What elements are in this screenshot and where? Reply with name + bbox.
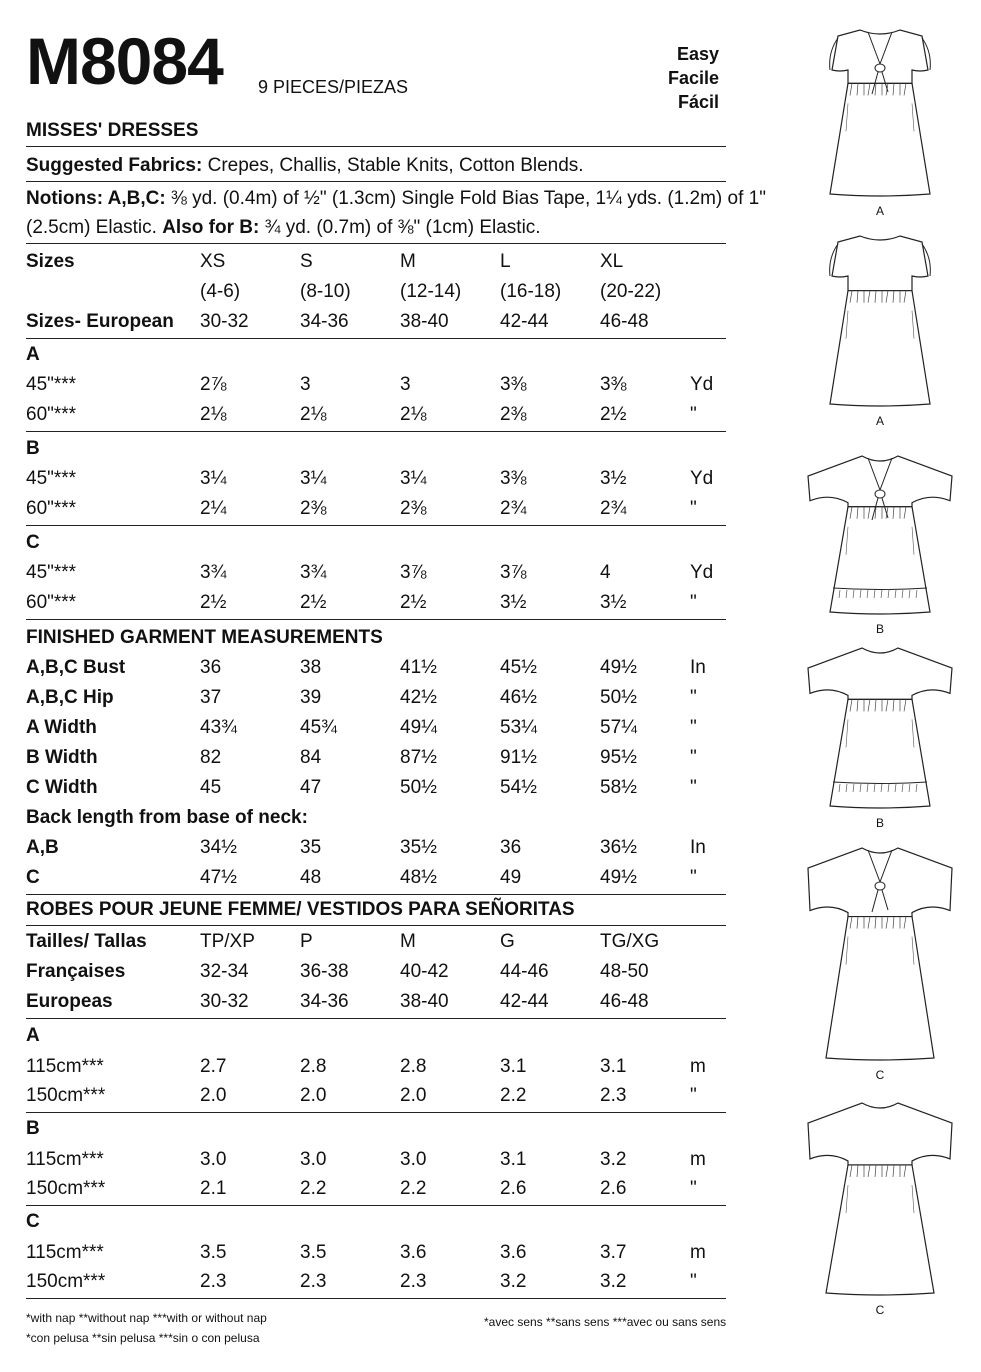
yardage-row-unit: Yd — [690, 468, 714, 489]
yardage-row-label: 45"*** — [26, 562, 77, 583]
yardage-row-value: 3½ — [500, 592, 527, 613]
measurement-row-value: 53¼ — [500, 717, 537, 738]
sizes-european-row-value: 46-48 — [600, 311, 649, 332]
sizes-row-value: XL — [600, 251, 624, 272]
metric-yardage-row-value: 2.8 — [300, 1056, 327, 1077]
metric-yardage-row-value: 2.2 — [300, 1178, 327, 1199]
divider — [26, 431, 726, 432]
yardage-row-label: 45"*** — [26, 374, 77, 395]
sizes-numbers-row-value: (8-10) — [300, 281, 351, 302]
view-heading: B — [26, 438, 40, 459]
metric-yardage-row-value: 2.3 — [600, 1085, 627, 1106]
back-length-row-value: 36½ — [600, 837, 637, 858]
sizes-row-value: XS — [200, 251, 226, 272]
dress-view-illustration — [800, 640, 960, 820]
finished-measurements-title: FINISHED GARMENT MEASUREMENTS — [26, 627, 383, 648]
yardage-row-value: 4 — [600, 562, 611, 583]
divider — [26, 894, 726, 895]
french-size-row-value: 38-40 — [400, 991, 449, 1012]
notions-line-1 — [26, 188, 766, 210]
metric-yardage-row-value: 3.6 — [500, 1242, 527, 1263]
level-fr: Facile — [667, 68, 719, 88]
metric-yardage-row-value: 2.6 — [500, 1178, 527, 1199]
pieces-count: 9 PIECES/PIEZAS — [258, 77, 409, 97]
divider — [26, 146, 726, 147]
view-label: C — [875, 1068, 885, 1082]
metric-yardage-row-label: 150cm*** — [26, 1271, 106, 1292]
sizes-european-row-value: 38-40 — [400, 311, 449, 332]
measurement-row-value: 50½ — [400, 777, 437, 798]
metric-yardage-row-value: 2.0 — [400, 1085, 427, 1106]
metric-yardage-row-value: 3.1 — [500, 1056, 527, 1077]
back-length-row-value: 48½ — [400, 867, 437, 888]
yardage-row-value: 3⅜ — [500, 374, 527, 395]
metric-yardage-row-value: 2.2 — [500, 1085, 527, 1106]
yardage-row-value: 2⅛ — [200, 404, 227, 425]
back-length-row-value: 49½ — [600, 867, 637, 888]
measurement-row-value: 87½ — [400, 747, 437, 768]
metric-yardage-row-unit: m — [690, 1149, 706, 1170]
sizes-row-label: Sizes — [26, 251, 75, 272]
yardage-row-value: 3⅞ — [500, 562, 527, 583]
measurement-row-value: 57¼ — [600, 717, 637, 738]
sizes-european-row-value: 34-36 — [300, 311, 349, 332]
fabrics-text: Crepes, Challis, Stable Knits, Cotton Blends. — [202, 155, 584, 176]
dress-view-illustration — [800, 1095, 960, 1307]
measurement-row-value: 45 — [200, 777, 222, 798]
metric-yardage-row-value: 3.1 — [500, 1149, 527, 1170]
yardage-row-value: 2⅞ — [200, 374, 227, 395]
measurement-row-value: 42½ — [400, 687, 437, 708]
view-heading: A — [26, 344, 40, 365]
metric-yardage-row-value: 3.0 — [400, 1149, 427, 1170]
measurement-row-value: 91½ — [500, 747, 537, 768]
sizes-european-row-value: 42-44 — [500, 311, 549, 332]
yardage-row-unit: " — [690, 404, 697, 425]
back-length-row-value: 35 — [300, 837, 322, 858]
yardage-row-value: 3¾ — [200, 562, 227, 583]
dress-view-illustration — [800, 840, 960, 1072]
measurement-row-value: 38 — [300, 657, 322, 678]
measurement-row-value: 84 — [300, 747, 322, 768]
view-heading: B — [26, 1118, 40, 1139]
measurement-row-unit: " — [690, 747, 697, 768]
fabrics-label: Suggested Fabrics: — [26, 155, 203, 176]
view-heading: A — [26, 1025, 40, 1046]
french-spanish-title: ROBES POUR JEUNE FEMME/ VESTIDOS PARA SEÑORITAS — [26, 899, 575, 920]
yardage-row-value: 2⅛ — [400, 404, 427, 425]
sizes-row-value: S — [300, 251, 313, 272]
back-length-row-value: 34½ — [200, 837, 237, 858]
metric-yardage-row-value: 3.2 — [600, 1149, 627, 1170]
measurement-row-value: 41½ — [400, 657, 437, 678]
difficulty-level — [668, 42, 719, 114]
measurement-row-value: 43¾ — [200, 717, 237, 738]
measurement-row-value: 45¾ — [300, 717, 337, 738]
metric-yardage-row-value: 3.0 — [300, 1149, 327, 1170]
yardage-row-value: 2½ — [400, 592, 427, 613]
back-length-row-unit: " — [690, 867, 697, 888]
measurement-row-value: 50½ — [600, 687, 637, 708]
metric-yardage-row-unit: " — [690, 1178, 697, 1199]
notions-also-b: Also for B: — [162, 217, 260, 238]
back-length-row-label: C — [26, 867, 40, 888]
french-size-row-value: 32-34 — [200, 961, 249, 982]
measurement-row-value: 82 — [200, 747, 222, 768]
french-size-row-value: TP/XP — [200, 931, 255, 952]
metric-yardage-row-value: 2.7 — [200, 1056, 227, 1077]
metric-yardage-row-value: 3.2 — [500, 1271, 527, 1292]
view-heading: C — [26, 532, 40, 553]
dress-view-illustration — [800, 22, 960, 208]
notions-text-2a: (2.5cm) Elastic. — [26, 217, 163, 238]
footnote-french: *avec sens **sans sens ***avec ou sans sens — [484, 1315, 727, 1329]
yardage-row-value: 3½ — [600, 592, 627, 613]
measurement-row-label: B Width — [26, 747, 98, 768]
dress-view-illustration — [800, 448, 960, 626]
metric-yardage-row-unit: m — [690, 1242, 706, 1263]
metric-yardage-row-unit: m — [690, 1056, 706, 1077]
french-size-row-value: 44-46 — [500, 961, 549, 982]
yardage-row-label: 45"*** — [26, 468, 77, 489]
measurement-row-value: 49½ — [600, 657, 637, 678]
measurement-row-value: 39 — [300, 687, 322, 708]
yardage-row-value: 2¾ — [500, 498, 527, 519]
metric-yardage-row-value: 2.0 — [300, 1085, 327, 1106]
metric-yardage-row-unit: " — [690, 1271, 697, 1292]
dress-view-illustration — [800, 228, 960, 418]
metric-yardage-row-value: 3.5 — [300, 1242, 327, 1263]
french-size-row-value: 40-42 — [400, 961, 449, 982]
sizes-european-row-label: Sizes- European — [26, 311, 174, 332]
footnote-english: *with nap **without nap ***with or without nap — [26, 1311, 267, 1325]
back-length-row-label: A,B — [26, 837, 59, 858]
back-length-row-value: 35½ — [400, 837, 437, 858]
back-length-row-value: 49 — [500, 867, 522, 888]
level-es: Fácil — [677, 92, 719, 112]
french-size-row-label: Tailles/ Tallas — [26, 931, 147, 952]
measurement-row-value: 37 — [200, 687, 222, 708]
yardage-row-label: 60"*** — [26, 404, 77, 425]
sizes-numbers-row-value: (20-22) — [600, 281, 662, 302]
view-heading: C — [26, 1211, 40, 1232]
metric-yardage-row-unit: " — [690, 1085, 697, 1106]
french-size-row-value: 46-48 — [600, 991, 649, 1012]
french-size-row-value: 30-32 — [200, 991, 249, 1012]
measurement-row-value: 95½ — [600, 747, 637, 768]
sizes-numbers-row-value: (16-18) — [500, 281, 562, 302]
measurement-row-value: 46½ — [500, 687, 537, 708]
divider — [26, 619, 726, 620]
notions-label: Notions: A,B,C: — [26, 188, 166, 209]
french-size-row-label: Europeas — [26, 991, 113, 1012]
yardage-row-value: 3 — [300, 374, 311, 395]
back-length-row-value: 48 — [300, 867, 322, 888]
yardage-row-value: 3¾ — [300, 562, 327, 583]
sizes-european-row-value: 30-32 — [200, 311, 249, 332]
view-label: B — [875, 622, 884, 636]
metric-yardage-row-value: 2.3 — [200, 1271, 227, 1292]
yardage-row-value: 2⅛ — [300, 404, 327, 425]
french-size-row-value: M — [400, 931, 416, 952]
measurement-row-unit: In — [690, 657, 706, 678]
metric-yardage-row-value: 3.1 — [600, 1056, 627, 1077]
french-size-row-value: 48-50 — [600, 961, 649, 982]
divider — [26, 181, 726, 182]
metric-yardage-row-label: 115cm*** — [26, 1056, 104, 1077]
french-size-row-value: 42-44 — [500, 991, 549, 1012]
back-length-row-value: 47½ — [200, 867, 237, 888]
measurement-row-value: 47 — [300, 777, 322, 798]
metric-yardage-row-label: 150cm*** — [26, 1178, 106, 1199]
yardage-row-unit: Yd — [690, 374, 714, 395]
divider — [26, 1018, 726, 1019]
french-size-row-value: G — [500, 931, 515, 952]
yardage-row-label: 60"*** — [26, 592, 77, 613]
yardage-row-value: 2½ — [200, 592, 227, 613]
metric-yardage-row-value: 2.3 — [400, 1271, 427, 1292]
french-size-row-value: P — [300, 931, 313, 952]
notions-text-1: ⅜ yd. (0.4m) of ½" (1.3cm) Single Fold Bias Tape, 1¼ yds. (1.2m) of 1" — [165, 188, 766, 209]
notions-line-2 — [26, 217, 541, 239]
divider — [26, 925, 726, 926]
divider — [26, 1112, 726, 1113]
metric-yardage-row-value: 2.2 — [400, 1178, 427, 1199]
divider — [26, 525, 726, 526]
metric-yardage-row-label: 115cm*** — [26, 1242, 104, 1263]
metric-yardage-row-label: 150cm*** — [26, 1085, 106, 1106]
yardage-row-unit: " — [690, 592, 697, 613]
measurement-row-unit: " — [690, 777, 697, 798]
metric-yardage-row-value: 2.1 — [200, 1178, 227, 1199]
yardage-row-value: 3⅜ — [500, 468, 527, 489]
view-label: B — [875, 816, 884, 830]
yardage-row-value: 2½ — [600, 404, 627, 425]
metric-yardage-row-value: 3.2 — [600, 1271, 627, 1292]
metric-yardage-row-value: 3.5 — [200, 1242, 227, 1263]
misses-dresses-title: MISSES' DRESSES — [26, 120, 199, 141]
level-en: Easy — [676, 44, 719, 64]
yardage-row-value: 3¼ — [400, 468, 427, 489]
metric-yardage-row-value: 2.0 — [200, 1085, 227, 1106]
measurement-row-value: 49¼ — [400, 717, 437, 738]
sizes-numbers-row-value: (12-14) — [400, 281, 462, 302]
pattern-number: M8084 — [26, 24, 223, 98]
metric-yardage-row-value: 2.3 — [300, 1271, 327, 1292]
notions-text-2c: ¾ yd. (0.7m) of ⅜" (1cm) Elastic. — [259, 217, 541, 238]
measurement-row-unit: " — [690, 717, 697, 738]
footnote-spanish: *con pelusa **sin pelusa ***sin o con pelusa — [26, 1331, 260, 1345]
yardage-row-value: 2⅜ — [400, 498, 427, 519]
yardage-row-value: 3¼ — [300, 468, 327, 489]
yardage-row-value: 2½ — [300, 592, 327, 613]
yardage-row-value: 3¼ — [200, 468, 227, 489]
sizes-numbers-row-value: (4-6) — [200, 281, 241, 302]
measurement-row-label: C Width — [26, 777, 98, 798]
measurement-row-label: A Width — [26, 717, 97, 738]
yardage-row-unit: Yd — [690, 562, 714, 583]
yardage-row-value: 3½ — [600, 468, 627, 489]
view-label: C — [875, 1303, 885, 1317]
metric-yardage-row-label: 115cm*** — [26, 1149, 104, 1170]
view-label: A — [875, 204, 884, 218]
yardage-row-unit: " — [690, 498, 697, 519]
back-length-label: Back length from base of neck: — [26, 807, 308, 828]
yardage-row-value: 2¾ — [600, 498, 627, 519]
yardage-row-value: 2¼ — [200, 498, 227, 519]
metric-yardage-row-value: 3.6 — [400, 1242, 427, 1263]
sizes-row-value: L — [500, 251, 511, 272]
measurement-row-label: A,B,C Hip — [26, 687, 114, 708]
suggested-fabrics — [26, 155, 584, 177]
measurement-row-label: A,B,C Bust — [26, 657, 126, 678]
sizes-row-value: M — [400, 251, 416, 272]
back-length-row-unit: In — [690, 837, 706, 858]
french-size-row-value: 34-36 — [300, 991, 349, 1012]
measurement-row-unit: " — [690, 687, 697, 708]
french-size-row-label: Françaises — [26, 961, 126, 982]
view-label: A — [875, 414, 884, 428]
metric-yardage-row-value: 2.6 — [600, 1178, 627, 1199]
divider — [26, 1205, 726, 1206]
metric-yardage-row-value: 2.8 — [400, 1056, 427, 1077]
metric-yardage-row-value: 3.7 — [600, 1242, 627, 1263]
back-length-row-value: 36 — [500, 837, 522, 858]
divider — [26, 338, 726, 339]
measurement-row-value: 45½ — [500, 657, 537, 678]
yardage-row-value: 3⅞ — [400, 562, 427, 583]
measurement-row-value: 58½ — [600, 777, 637, 798]
french-size-row-value: TG/XG — [600, 931, 660, 952]
metric-yardage-row-value: 3.0 — [200, 1149, 227, 1170]
french-size-row-value: 36-38 — [300, 961, 349, 982]
yardage-row-label: 60"*** — [26, 498, 77, 519]
measurement-row-value: 54½ — [500, 777, 537, 798]
yardage-row-value: 2⅜ — [300, 498, 327, 519]
yardage-row-value: 2⅜ — [500, 404, 527, 425]
yardage-row-value: 3⅜ — [600, 374, 627, 395]
divider — [26, 243, 726, 244]
measurement-row-value: 36 — [200, 657, 222, 678]
yardage-row-value: 3 — [400, 374, 411, 395]
divider — [26, 1298, 726, 1299]
